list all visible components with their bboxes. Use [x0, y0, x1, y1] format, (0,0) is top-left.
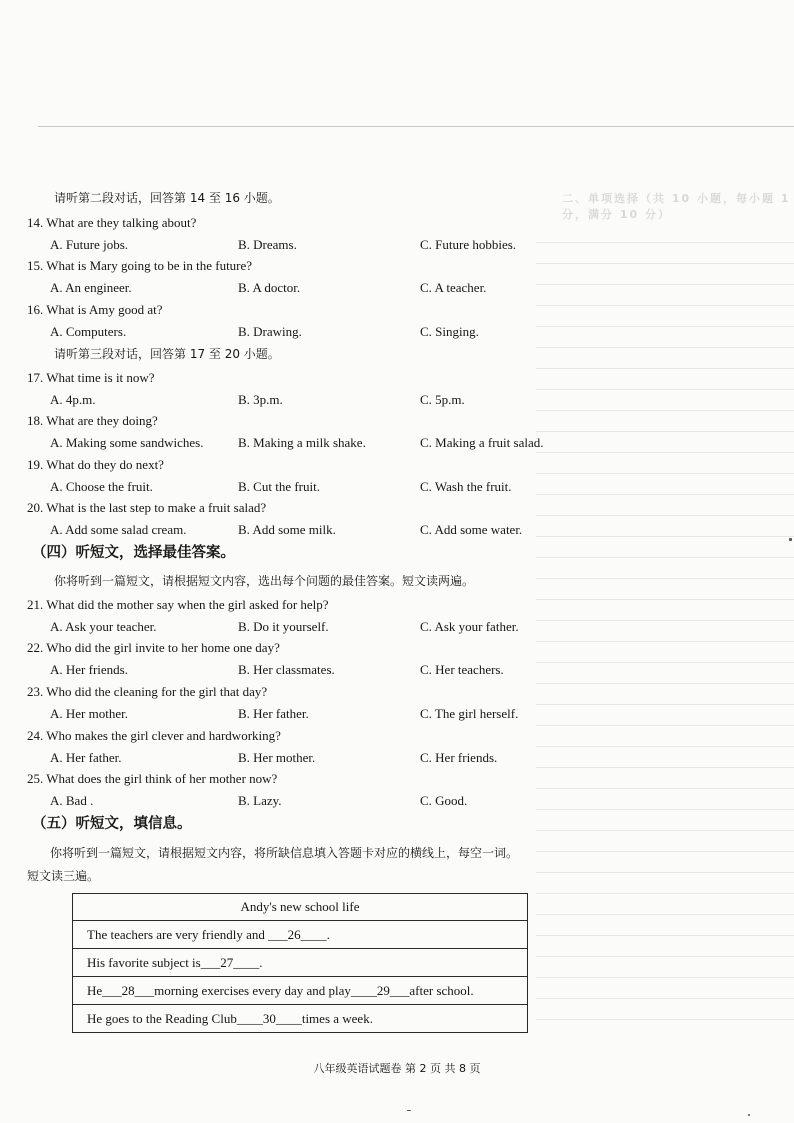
table-title: Andy's new school life [73, 894, 528, 921]
question-18: 18. What are they doing? [27, 413, 158, 428]
q20-option-b: B. Add some milk. [238, 522, 336, 537]
question-21: 21. What did the mother say when the girl asked for help? [27, 597, 329, 612]
q19-option-a: A. Choose the fruit. [50, 479, 153, 494]
q14-option-c: C. Future hobbies. [420, 237, 517, 252]
q23-option-c: C. The girl herself. [420, 706, 519, 721]
q16-option-a: A. Computers. [50, 324, 127, 339]
q24-option-a: A. Her father. [50, 750, 122, 765]
q22-option-b: B. Her classmates. [238, 662, 335, 677]
scan-speck [407, 1110, 411, 1111]
q25-option-b: B. Lazy. [238, 793, 282, 808]
q18-option-c: C. Making a fruit salad. [420, 435, 544, 450]
q17-option-a: A. 4p.m. [50, 392, 96, 407]
q21-option-c: C. Ask your father. [420, 619, 519, 634]
question-17: 17. What time is it now? [27, 370, 155, 385]
q25-option-c: C. Good. [420, 793, 468, 808]
q22-option-c: C. Her teachers. [420, 662, 504, 677]
q24-option-c: C. Her friends. [420, 750, 498, 765]
table-row [73, 949, 528, 977]
info-table [72, 893, 528, 1033]
q15-option-c: C. A teacher. [420, 280, 487, 295]
question-22: 22. Who did the girl invite to her home one day? [27, 640, 280, 655]
question-16: 16. What is Amy good at? [27, 302, 163, 317]
q14-option-a: A. Future jobs. [50, 237, 128, 252]
page-footer: 八年级英语试题卷 第 2 页 共 8 页 [313, 1062, 481, 1075]
q22-option-a: A. Her friends. [50, 662, 128, 677]
q20-option-c: C. Add some water. [420, 522, 523, 537]
scan-speck [748, 1114, 750, 1116]
q14-option-b: B. Dreams. [238, 237, 297, 252]
scan-speck [789, 538, 792, 541]
q20-option-a: A. Add some salad cream. [50, 522, 187, 537]
question-20: 20. What is the last step to make a fruit salad? [27, 500, 267, 515]
part2-intro: 请听第二段对话，回答第 14 至 16 小题。 [54, 191, 280, 205]
q17-option-b: B. 3p.m. [238, 392, 283, 407]
question-19: 19. What do they do next? [27, 457, 164, 472]
q23-option-b: B. Her father. [238, 706, 309, 721]
section-5-instruction-cont: 短文读三遍。 [27, 869, 100, 883]
section-5-title: （五）听短文，填信息。 [32, 816, 192, 832]
section-4-title: （四）听短文，选择最佳答案。 [32, 545, 235, 561]
q18-option-a: A. Making some sandwiches. [50, 435, 204, 450]
question-24: 24. Who makes the girl clever and hardworking? [27, 728, 281, 743]
table-row-30: He goes to the Reading Club____30____times a week. [73, 1005, 528, 1033]
question-14: 14. What are they talking about? [27, 215, 197, 230]
question-23: 23. Who did the cleaning for the girl that day? [27, 684, 268, 699]
q21-option-b: B. Do it yourself. [238, 619, 329, 634]
section-5-instruction: 你将听到一篇短文，请根据短文内容，将所缺信息填入答题卡对应的横线上，每空一词。 [50, 846, 519, 860]
table-row-28-29: He___28___morning exercises every day and play____29___after school. [73, 977, 528, 1005]
q23-option-a: A. Her mother. [50, 706, 128, 721]
q16-option-c: C. Singing. [420, 324, 479, 339]
question-25: 25. What does the girl think of her mother now? [27, 771, 278, 786]
table-row [73, 921, 528, 949]
q16-option-b: B. Drawing. [238, 324, 302, 339]
table-row-26: The teachers are very friendly and ___26____. [73, 921, 528, 949]
section-4-instruction: 你将听到一篇短文，请根据短文内容，选出每个问题的最佳答案。短文读两遍。 [54, 574, 475, 588]
q15-option-b: B. A doctor. [238, 280, 301, 295]
q18-option-b: B. Making a milk shake. [238, 435, 366, 450]
table-row [73, 1005, 528, 1033]
table-row [73, 977, 528, 1005]
q25-option-a: A. Bad . [50, 793, 94, 808]
q24-option-b: B. Her mother. [238, 750, 316, 765]
bleed-through-heading: 二、单项选择（共 10 小题，每小题 1 分，满分 10 分） [562, 192, 791, 221]
table-title-row [73, 894, 528, 921]
q19-option-c: C. Wash the fruit. [420, 479, 512, 494]
q15-option-a: A. An engineer. [50, 280, 132, 295]
question-15: 15. What is Mary going to be in the future? [27, 258, 253, 273]
q21-option-a: A. Ask your teacher. [50, 619, 157, 634]
table-row-27: His favorite subject is___27____. [73, 949, 528, 977]
q19-option-b: B. Cut the fruit. [238, 479, 320, 494]
q17-option-c: C. 5p.m. [420, 392, 465, 407]
part3-intro: 请听第三段对话，回答第 17 至 20 小题。 [54, 347, 280, 361]
